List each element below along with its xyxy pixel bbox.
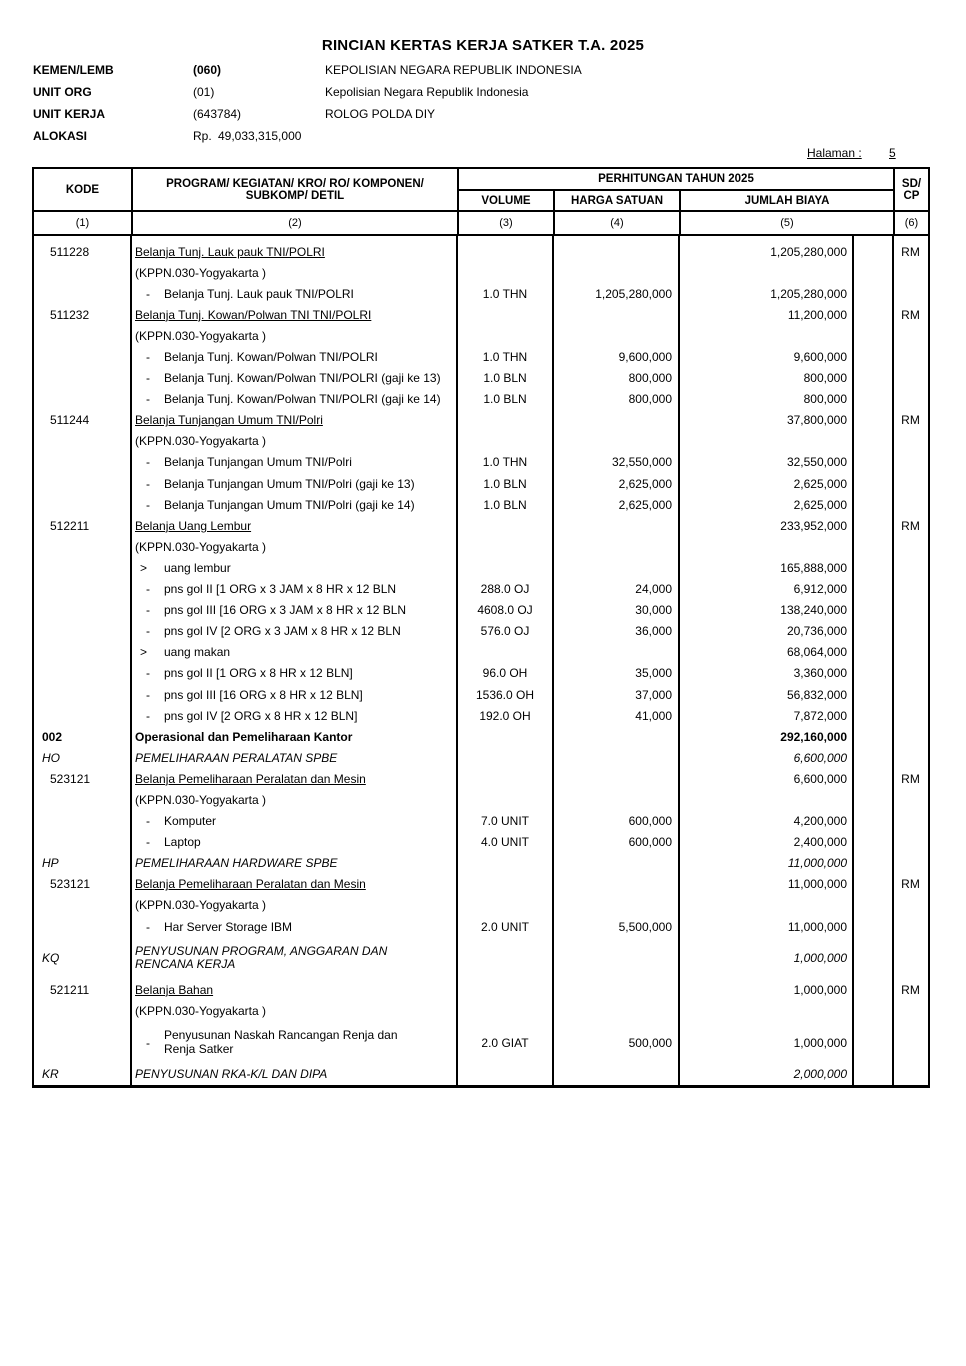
cell-harga-satuan: 24,000	[635, 582, 672, 597]
description-text: (KPPN.030-Yogyakarta )	[135, 434, 266, 449]
cell-harga-satuan: 800,000	[628, 392, 672, 407]
cell-volume: 1.0 BLN	[483, 497, 527, 512]
page-number-label: Halaman :	[807, 146, 862, 160]
meta-label: UNIT ORG	[33, 85, 92, 99]
table-row	[34, 895, 928, 916]
cell-description	[131, 772, 457, 786]
cell-description	[131, 561, 457, 575]
table-row	[34, 1000, 928, 1021]
table-row	[34, 811, 928, 832]
cell-volume: 1.0 THN	[482, 350, 528, 365]
cell-description	[131, 856, 457, 870]
cell-kode: 523121	[50, 877, 91, 892]
description-text: pns gol IV [2 ORG x 3 JAM x 8 HR x 12 BLN	[164, 624, 401, 639]
cell-volume: 192.0 OH	[479, 708, 531, 723]
cell-sdcp: RM	[901, 413, 920, 428]
cell-harga-satuan: 41,000	[635, 708, 672, 723]
description-text: Belanja Tunjangan Umum TNI/Polri (gaji ke 13)	[164, 476, 415, 491]
description-text: pns gol III [16 ORG x 3 JAM x 8 HR x 12 BLN	[164, 603, 407, 618]
table-row	[34, 431, 928, 452]
cell-description	[131, 1004, 457, 1018]
description-text: pns gol III [16 ORG x 8 HR x 12 BLN]	[164, 687, 363, 702]
description-text: Belanja Bahan	[135, 982, 214, 997]
cell-jumlah-biaya: 6,600,000	[793, 771, 847, 786]
meta-code: Rp.	[193, 129, 212, 143]
table-row	[34, 262, 928, 283]
table-row	[34, 874, 928, 895]
cell-jumlah-biaya: 292,160,000	[780, 729, 847, 744]
cell-jumlah-biaya: 1,205,280,000	[770, 286, 847, 301]
header-colnum-1: (1)	[34, 210, 131, 234]
header-colnum-3: (3)	[457, 210, 553, 234]
table-row	[34, 705, 928, 726]
description-text: Komputer	[164, 814, 217, 829]
cell-description	[131, 350, 457, 364]
table-row	[34, 937, 928, 979]
group-bullet: >	[140, 645, 148, 660]
cell-kode: KQ	[42, 951, 60, 966]
description-text: PEMELIHARAAN HARDWARE SPBE	[135, 856, 338, 871]
cell-description	[131, 898, 457, 912]
cell-description	[131, 413, 457, 427]
cell-volume: 2.0 GIAT	[481, 1035, 529, 1050]
detail-bullet: -	[146, 476, 150, 491]
table-row	[34, 979, 928, 1000]
table-row	[34, 325, 928, 346]
cell-harga-satuan: 9,600,000	[618, 350, 672, 365]
cell-jumlah-biaya: 1,000,000	[793, 1035, 847, 1050]
meta-code: (01)	[193, 85, 215, 99]
cell-description	[131, 455, 457, 469]
table-row	[34, 747, 928, 768]
cell-jumlah-biaya: 138,240,000	[780, 603, 847, 618]
table-row	[34, 832, 928, 853]
detail-bullet: -	[146, 603, 150, 618]
description-text: Belanja Tunj. Lauk pauk TNI/POLRI	[164, 286, 354, 301]
cell-volume: 1.0 BLN	[483, 371, 527, 386]
cell-sdcp: RM	[901, 982, 920, 997]
table-row	[34, 768, 928, 789]
description-text: Belanja Pemeliharaan Peralatan dan Mesin	[135, 771, 366, 786]
table-row	[34, 557, 928, 578]
table-row	[34, 642, 928, 663]
table-row	[34, 473, 928, 494]
cell-sdcp: RM	[901, 518, 920, 533]
cell-description	[131, 477, 457, 491]
cell-description	[131, 730, 457, 744]
detail-bullet: -	[146, 835, 150, 850]
header-colnum-6: (6)	[893, 210, 928, 234]
cell-kode: 002	[42, 729, 63, 744]
description-text: pns gol IV [2 ORG x 8 HR x 12 BLN]	[164, 708, 358, 723]
description-text: Belanja Tunjangan Umum TNI/Polri (gaji ke 14)	[164, 497, 415, 512]
header-perhitungan: PERHITUNGAN TAHUN 2025	[457, 169, 893, 189]
meta-label: UNIT KERJA	[33, 107, 106, 121]
cell-description	[131, 877, 457, 891]
cell-description	[131, 688, 457, 702]
cell-description	[131, 287, 457, 301]
header-harga-satuan: HARGA SATUAN	[553, 189, 679, 210]
description-text: (KPPN.030-Yogyakarta )	[135, 328, 266, 343]
header-program: PROGRAM/ KEGIATAN/ KRO/ RO/ KOMPONEN/ SUBKOMP/ DETIL	[131, 169, 457, 210]
cell-description	[131, 245, 457, 259]
page-title: RINCIAN KERTAS KERJA SATKER T.A. 2025	[321, 37, 645, 54]
detail-bullet: -	[146, 814, 150, 829]
table-row	[34, 241, 928, 262]
cell-harga-satuan: 1,205,280,000	[595, 286, 672, 301]
detail-bullet: -	[146, 350, 150, 365]
header-colnum-5: (5)	[679, 210, 893, 234]
description-text: pns gol II [1 ORG x 3 JAM x 8 HR x 12 BLN	[164, 582, 397, 597]
cell-description	[131, 983, 457, 997]
cell-jumlah-biaya: 1,000,000	[793, 982, 847, 997]
meta-value: ROLOG POLDA DIY	[325, 107, 436, 121]
cell-jumlah-biaya: 2,000,000	[793, 1067, 847, 1082]
table-row	[34, 515, 928, 536]
description-text: Belanja Tunj. Kowan/Polwan TNI/POLRI (gaji ke 14)	[164, 392, 441, 407]
cell-volume: 4608.0 OJ	[477, 603, 533, 618]
cell-description	[131, 1067, 457, 1081]
description-text: Belanja Tunjangan Umum TNI/Polri	[135, 413, 323, 428]
table-row	[34, 346, 928, 367]
table-row	[34, 916, 928, 937]
header-kode: KODE	[65, 183, 100, 196]
header-colnum-2: (2)	[131, 210, 457, 234]
cell-harga-satuan: 600,000	[628, 814, 672, 829]
cell-harga-satuan: 2,625,000	[618, 497, 672, 512]
description-text: (KPPN.030-Yogyakarta )	[135, 539, 266, 554]
description-text: uang makan	[164, 645, 231, 660]
cell-jumlah-biaya: 20,736,000	[786, 624, 847, 639]
description-text: Belanja Pemeliharaan Peralatan dan Mesin	[135, 877, 366, 892]
cell-volume: 2.0 UNIT	[480, 919, 529, 934]
cell-harga-satuan: 32,550,000	[611, 455, 672, 470]
table-row	[34, 368, 928, 389]
detail-bullet: -	[146, 1035, 150, 1050]
meta-value: 49,033,315,000	[218, 129, 302, 143]
cell-sdcp: RM	[901, 771, 920, 786]
cell-jumlah-biaya: 165,888,000	[780, 560, 847, 575]
cell-jumlah-biaya: 37,800,000	[786, 413, 847, 428]
description-text: pns gol II [1 ORG x 8 HR x 12 BLN]	[164, 666, 353, 681]
cell-description	[131, 920, 457, 934]
budget-table	[32, 167, 930, 1088]
cell-sdcp: RM	[901, 244, 920, 259]
cell-jumlah-biaya: 68,064,000	[786, 645, 847, 660]
detail-bullet: -	[146, 666, 150, 681]
table-row	[34, 304, 928, 325]
page-number-value: 5	[889, 146, 896, 160]
cell-description	[131, 308, 457, 322]
table-row	[34, 600, 928, 621]
description-text: Operasional dan Pemeliharaan Kantor	[135, 729, 353, 744]
cell-kode: 511232	[50, 307, 90, 322]
description-text: Belanja Tunj. Kowan/Polwan TNI TNI/POLRI	[135, 307, 372, 322]
cell-jumlah-biaya: 800,000	[803, 371, 847, 386]
cell-jumlah-biaya: 1,205,280,000	[770, 244, 847, 259]
cell-description	[131, 793, 457, 807]
cell-description	[131, 624, 457, 638]
meta-value: KEPOLISIAN NEGARA REPUBLIK INDONESIA	[325, 63, 582, 77]
table-header	[34, 169, 928, 234]
cell-volume: 1536.0 OH	[475, 687, 535, 702]
detail-bullet: -	[146, 392, 150, 407]
cell-jumlah-biaya: 6,912,000	[793, 582, 847, 597]
cell-description	[131, 498, 457, 512]
meta-label: ALOKASI	[33, 129, 87, 143]
cell-jumlah-biaya: 11,000,000	[787, 877, 847, 892]
cell-description	[131, 814, 457, 828]
cell-volume: 96.0 OH	[482, 666, 528, 681]
detail-bullet: -	[146, 286, 150, 301]
cell-kode: 521211	[50, 982, 90, 997]
meta-value: Kepolisian Negara Republik Indonesia	[325, 85, 529, 99]
cell-jumlah-biaya: 1,000,000	[793, 951, 847, 966]
cell-jumlah-biaya: 56,832,000	[786, 687, 847, 702]
description-text: Belanja Tunj. Kowan/Polwan TNI/POLRI	[164, 350, 378, 365]
cell-volume: 4.0 UNIT	[480, 835, 529, 850]
detail-bullet: -	[146, 497, 150, 512]
detail-bullet: -	[146, 708, 150, 723]
cell-description	[131, 1029, 457, 1056]
meta-code: (060)	[193, 63, 222, 77]
cell-description	[131, 392, 457, 406]
detail-bullet: -	[146, 371, 150, 386]
description-text: (KPPN.030-Yogyakarta )	[135, 265, 266, 280]
cell-description	[131, 709, 457, 723]
description-text: uang lembur	[164, 560, 231, 575]
cell-harga-satuan: 800,000	[628, 371, 672, 386]
cell-description	[131, 945, 457, 972]
cell-description	[131, 582, 457, 596]
table-row	[34, 494, 928, 515]
cell-description	[131, 603, 457, 617]
cell-jumlah-biaya: 233,952,000	[780, 518, 847, 533]
cell-jumlah-biaya: 2,625,000	[793, 476, 847, 491]
description-text: PENYUSUNAN PROGRAM, ANGGARAN DAN RENCANA KERJA	[135, 943, 388, 972]
detail-bullet: -	[146, 919, 150, 934]
cell-jumlah-biaya: 2,400,000	[793, 835, 847, 850]
cell-harga-satuan: 37,000	[635, 687, 672, 702]
group-bullet: >	[140, 560, 148, 575]
cell-harga-satuan: 500,000	[628, 1035, 672, 1050]
cell-harga-satuan: 2,625,000	[618, 476, 672, 491]
cell-jumlah-biaya: 800,000	[803, 392, 847, 407]
description-text: Belanja Tunjangan Umum TNI/Polri	[164, 455, 352, 470]
cell-description	[131, 266, 457, 280]
cell-jumlah-biaya: 11,200,000	[787, 307, 847, 322]
detail-bullet: -	[146, 624, 150, 639]
cell-harga-satuan: 5,500,000	[618, 919, 672, 934]
cell-jumlah-biaya: 9,600,000	[793, 350, 847, 365]
description-text: Har Server Storage IBM	[164, 919, 293, 934]
cell-description	[131, 329, 457, 343]
header-jumlah-biaya: JUMLAH BIAYA	[679, 189, 893, 210]
cell-kode: HP	[42, 856, 59, 871]
cell-harga-satuan: 35,000	[635, 666, 672, 681]
table-row	[34, 536, 928, 557]
detail-bullet: -	[146, 455, 150, 470]
description-text: PEMELIHARAAN PERALATAN SPBE	[135, 750, 338, 765]
description-text: PENYUSUNAN RKA-K/L DAN DIPA	[135, 1067, 328, 1082]
detail-bullet: -	[146, 687, 150, 702]
table-row	[34, 579, 928, 600]
cell-description	[131, 540, 457, 554]
description-text: Penyusunan Naskah Rancangan Renja dan Renja Satker	[164, 1028, 398, 1056]
header-colnum-4: (4)	[553, 210, 679, 234]
cell-kode: 511244	[50, 413, 90, 428]
cell-description	[131, 434, 457, 448]
meta-label: KEMEN/LEMB	[33, 63, 114, 77]
cell-sdcp: RM	[901, 877, 920, 892]
table-row	[34, 410, 928, 431]
cell-kode: 511228	[50, 244, 90, 259]
cell-kode: 523121	[50, 771, 91, 786]
header-volume: VOLUME	[457, 189, 553, 210]
cell-harga-satuan: 36,000	[635, 624, 672, 639]
table-body	[34, 234, 928, 1085]
cell-description	[131, 519, 457, 533]
detail-bullet: -	[146, 582, 150, 597]
header-sdcp: SD/ CP	[893, 169, 928, 210]
cell-kode: HO	[42, 750, 60, 765]
cell-jumlah-biaya: 6,600,000	[793, 750, 847, 765]
table-row	[34, 452, 928, 473]
cell-volume: 1.0 THN	[482, 455, 528, 470]
cell-kode: 512211	[50, 518, 90, 533]
cell-description	[131, 666, 457, 680]
cell-harga-satuan: 30,000	[635, 603, 672, 618]
table-row	[34, 853, 928, 874]
table-row	[34, 789, 928, 810]
cell-jumlah-biaya: 11,000,000	[787, 919, 847, 934]
cell-volume: 576.0 OJ	[480, 624, 530, 639]
table-row	[34, 621, 928, 642]
description-text: (KPPN.030-Yogyakarta )	[135, 1003, 266, 1018]
cell-description	[131, 645, 457, 659]
table-row	[34, 1064, 928, 1085]
description-text: Belanja Tunj. Lauk pauk TNI/POLRI	[135, 244, 325, 259]
table-row	[34, 684, 928, 705]
cell-volume: 1.0 BLN	[483, 476, 527, 491]
meta-code: (643784)	[193, 107, 242, 121]
description-text: (KPPN.030-Yogyakarta )	[135, 898, 266, 913]
rows-container	[34, 241, 928, 1085]
cell-jumlah-biaya: 4,200,000	[793, 814, 847, 829]
description-text: Laptop	[164, 835, 201, 850]
cell-sdcp: RM	[901, 307, 920, 322]
cell-volume: 1.0 THN	[482, 286, 528, 301]
description-text: Belanja Tunj. Kowan/Polwan TNI/POLRI (gaji ke 13)	[164, 371, 441, 386]
table-row	[34, 389, 928, 410]
cell-jumlah-biaya: 32,550,000	[786, 455, 847, 470]
cell-kode: KR	[42, 1067, 59, 1082]
cell-volume: 1.0 BLN	[483, 392, 527, 407]
table-row	[34, 1021, 928, 1063]
cell-volume: 288.0 OJ	[480, 582, 530, 597]
cell-jumlah-biaya: 11,000,000	[787, 856, 847, 871]
cell-description	[131, 751, 457, 765]
description-text: (KPPN.030-Yogyakarta )	[135, 792, 266, 807]
table-row	[34, 663, 928, 684]
cell-harga-satuan: 600,000	[628, 835, 672, 850]
description-text: Belanja Uang Lembur	[135, 518, 252, 533]
cell-description	[131, 835, 457, 849]
cell-volume: 7.0 UNIT	[480, 814, 529, 829]
cell-jumlah-biaya: 3,360,000	[793, 666, 847, 681]
table-row	[34, 283, 928, 304]
cell-description	[131, 371, 457, 385]
cell-jumlah-biaya: 7,872,000	[793, 708, 847, 723]
cell-jumlah-biaya: 2,625,000	[793, 497, 847, 512]
table-row	[34, 726, 928, 747]
